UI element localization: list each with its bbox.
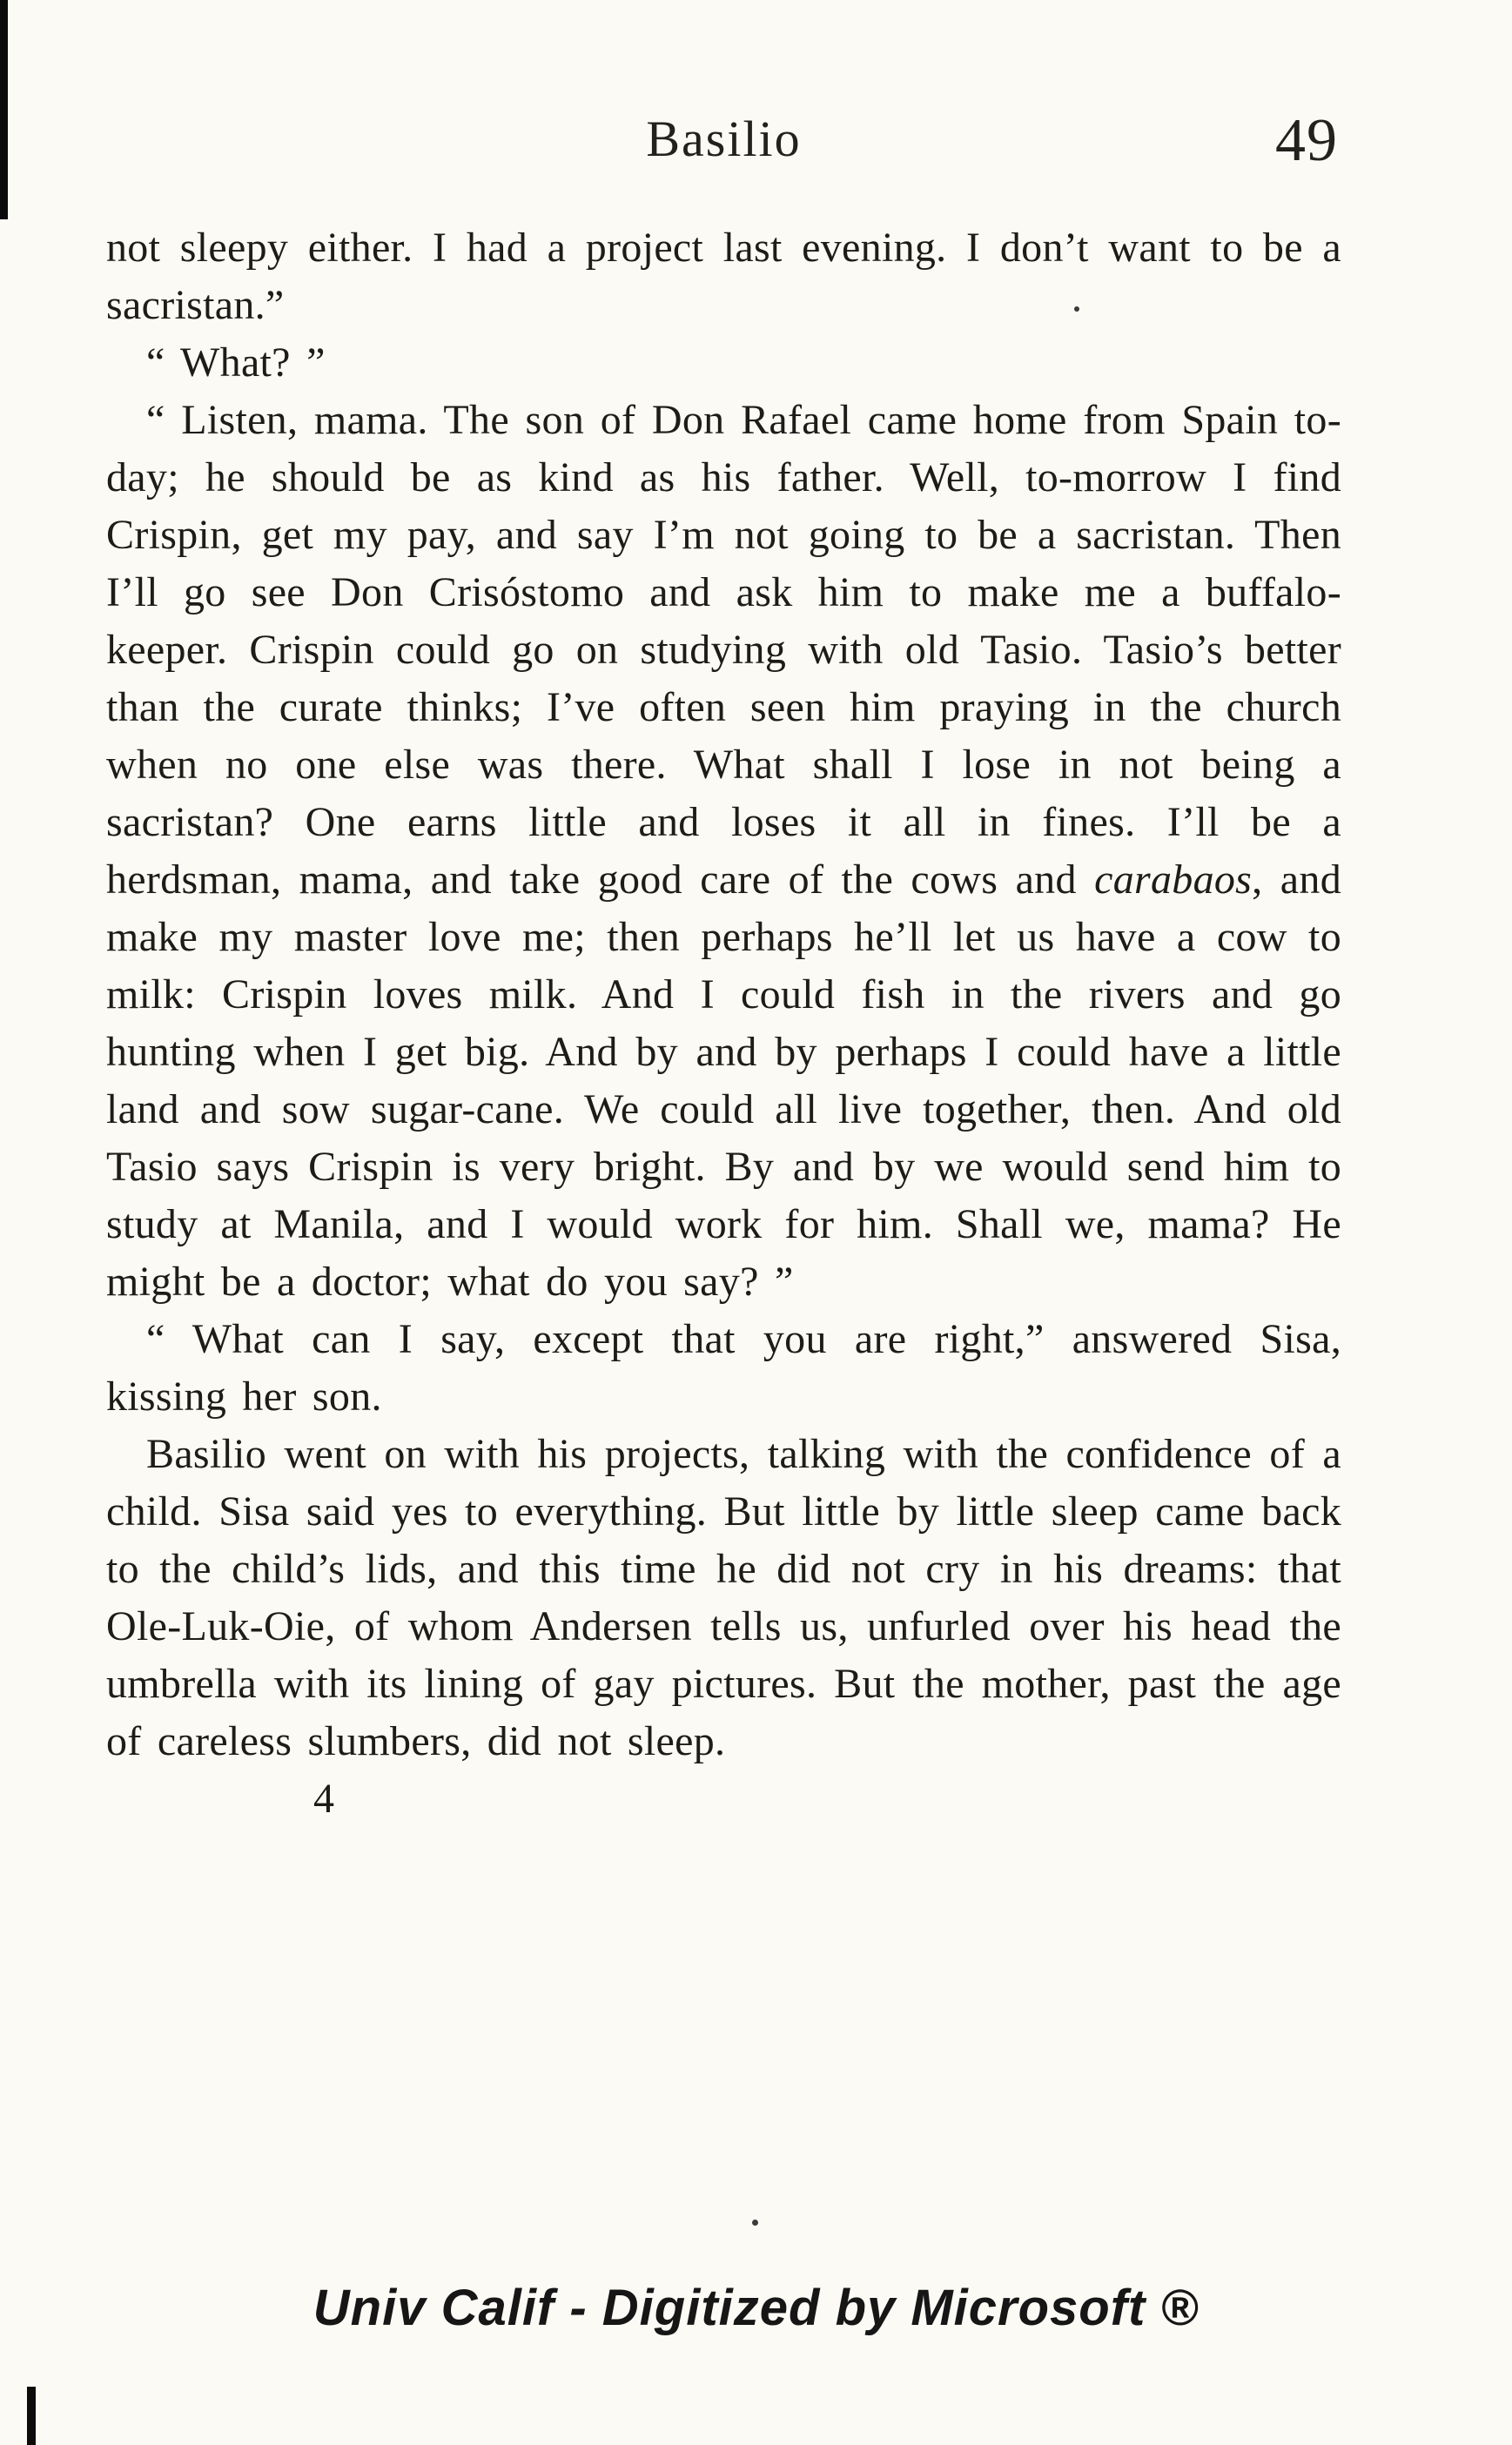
paragraph-dialogue-listen-mama bbox=[106, 392, 1341, 1311]
paragraph-text-segment: “ Listen, mama. The son of Don Rafael came home from Spain to-day; he should be as kind as his father. Well, to-morrow I find Crispin, get my pay, and say I’m not going to be a sacristan. Then I’ll go see Don Crisóstomo and ask him to make me a buffalo-keeper. Crispin could go on studying with old Tasio. Tasio’s better than the curate thinks; I’ve often seen him praying in the church when no one else was there. What shall I lose in not being a sacristan? One earns little and loses it all in fines. I’ll be a herdsman, mama, and take good care of the cows and bbox=[106, 397, 1341, 903]
digitization-watermark-text: Univ Calif - Digitized by Microsoft ® bbox=[312, 2280, 1200, 2336]
running-title: Basilio bbox=[646, 111, 802, 167]
paragraph-continuation: not sleepy either. I had a project last evening. I don’t want to be a sacristan.” bbox=[106, 225, 1341, 328]
scan-speck-artifact bbox=[752, 2220, 758, 2226]
paragraph-narration: Basilio went on with his projects, talking with the confidence of a child. Sisa said yes to everything. But little by little sleep came back to the child’s lids, and this time he did not cry in his dreams: that Ole-Luk-Oie, of whom Andersen tells us, unfurled over his head the umbrella with its lining of gay pictures. But the mother, past the age of careless slumbers, did not sleep. bbox=[106, 1431, 1341, 1764]
italic-term-carabaos: carabaos bbox=[1094, 856, 1253, 903]
scan-edge-artifact-bottom-left bbox=[27, 2387, 36, 2445]
paragraph-dialogue-answer: “ What can I say, except that you are right,” answered Sisa, kissing her son. bbox=[106, 1316, 1341, 1420]
page-header bbox=[106, 106, 1341, 185]
printer-signature-mark: 4 bbox=[313, 1776, 335, 1822]
scan-edge-artifact-top-left bbox=[0, 0, 8, 219]
page-number: 49 bbox=[1275, 107, 1338, 174]
digitization-watermark bbox=[0, 2279, 1512, 2337]
paragraph-text-segment: , and make my master love me; then perhaps he’ll let us have a cow to milk: Crispin loves milk. And I could fish in the rivers and go hunting when I get big. And by and by perhaps I could have a little land and sow sugar-cane. We could all live together, then. And old Tasio says Crispin is very bright. By and by we would send him to study at Manila, and I would work for him. Shall we, mama? He might be a doctor; what do you say? ” bbox=[106, 856, 1341, 1305]
body-text-block bbox=[106, 219, 1341, 1828]
paragraph-dialogue-what: “ What? ” bbox=[146, 339, 326, 386]
